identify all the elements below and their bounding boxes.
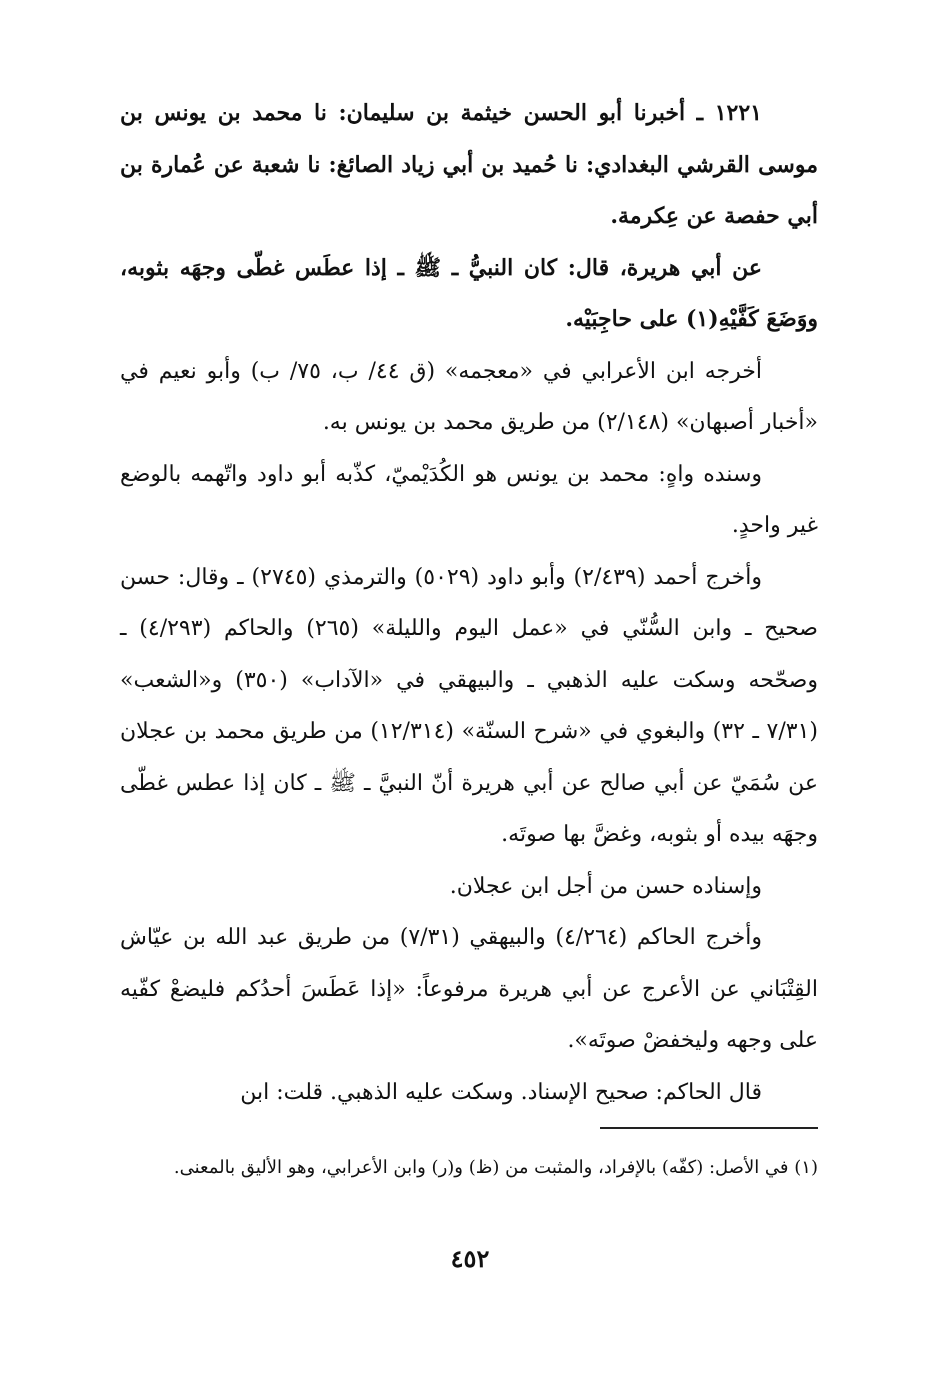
commentary-paragraph: وأخرج أحمد (٢/٤٣٩) وأبو داود (٥٠٢٩) والترمذي (٢٧٤٥) ـ وقال: حسن صحيح ـ وابن السُّنّي في «عمل اليوم والليلة» (٢٦٥) والحاكم (٤/٢٩٣) ـ وصحّحه وسكت عليه الذهبي ـ والبيهقي في «الآداب» (٣٥٠) و«الشعب» (٧/٣١ ـ ٣٢) والبغوي في «شرح السنّة» (١٢/٣١٤) من طريق محمد بن عجلان عن سُمَيّ عن أبي صالح عن أبي هريرة أنّ النبيَّ ـ ﷺ ـ كان إذا عطس غطّى وجهَه بيده أو بثوبه، وغضَّ بها صوتَه. bbox=[120, 564, 818, 847]
footnote bbox=[120, 1148, 818, 1188]
footnote-text: (١) في الأصل: (كفّه) بالإفراد، والمثبت من (ظ) و(ر) وابن الأعرابي، وهو الأليق بالمعنى. bbox=[173, 1157, 818, 1178]
commentary-paragraph: وأخرج الحاكم (٤/٢٦٤) والبيهقي (٧/٣١) من طريق عبد الله بن عيّاش القِتْبَاني عن الأعرج عن أبي هريرة مرفوعاً: «إذا عَطَسَ أحدُكم فليضعْ كفّيه على وجهه وليخفضْ صوتَه». bbox=[120, 925, 818, 1053]
footnote-divider bbox=[600, 1127, 818, 1129]
main-text-block bbox=[120, 88, 818, 1118]
commentary-paragraph: وسنده واهٍ: محمد بن يونس هو الكُدَيْميّ، كذّبه أبو داود واتّهمه بالوضع غير واحدٍ. bbox=[120, 461, 818, 538]
commentary-paragraph: أخرجه ابن الأعرابي في «معجمه» (ق ٤٤/ ب، ٧٥/ ب) وأبو نعيم في «أخبار أصبهان» (٢/١٤٨) من طريق محمد بن يونس به. bbox=[120, 358, 818, 435]
page-number: ٤٥٢ bbox=[450, 1244, 490, 1273]
commentary-paragraph: وإسناده حسن من أجل ابن عجلان. bbox=[449, 873, 762, 899]
hadith-isnad: ١٢٢١ ـ أخبرنا أبو الحسن خيثمة بن سليمان: نا محمد بن يونس بن موسى القرشي البغدادي: نا حُميد بن أبي زياد الصائغ: نا شعبة عن عُمارة بن أبي حفصة عن عِكرمة. bbox=[120, 100, 818, 229]
hadith-matn: عن أبي هريرة، قال: كان النبيُّ ـ ﷺ ـ إذا عطَس غطّى وجهَه بثوبه، ووَضَعَ كَفَّيْهِ(١) على حاجِبَيْه. bbox=[120, 254, 818, 332]
commentary-paragraph: قال الحاكم: صحيح الإسناد. وسكت عليه الذهبي. قلت: ابن bbox=[240, 1079, 762, 1105]
